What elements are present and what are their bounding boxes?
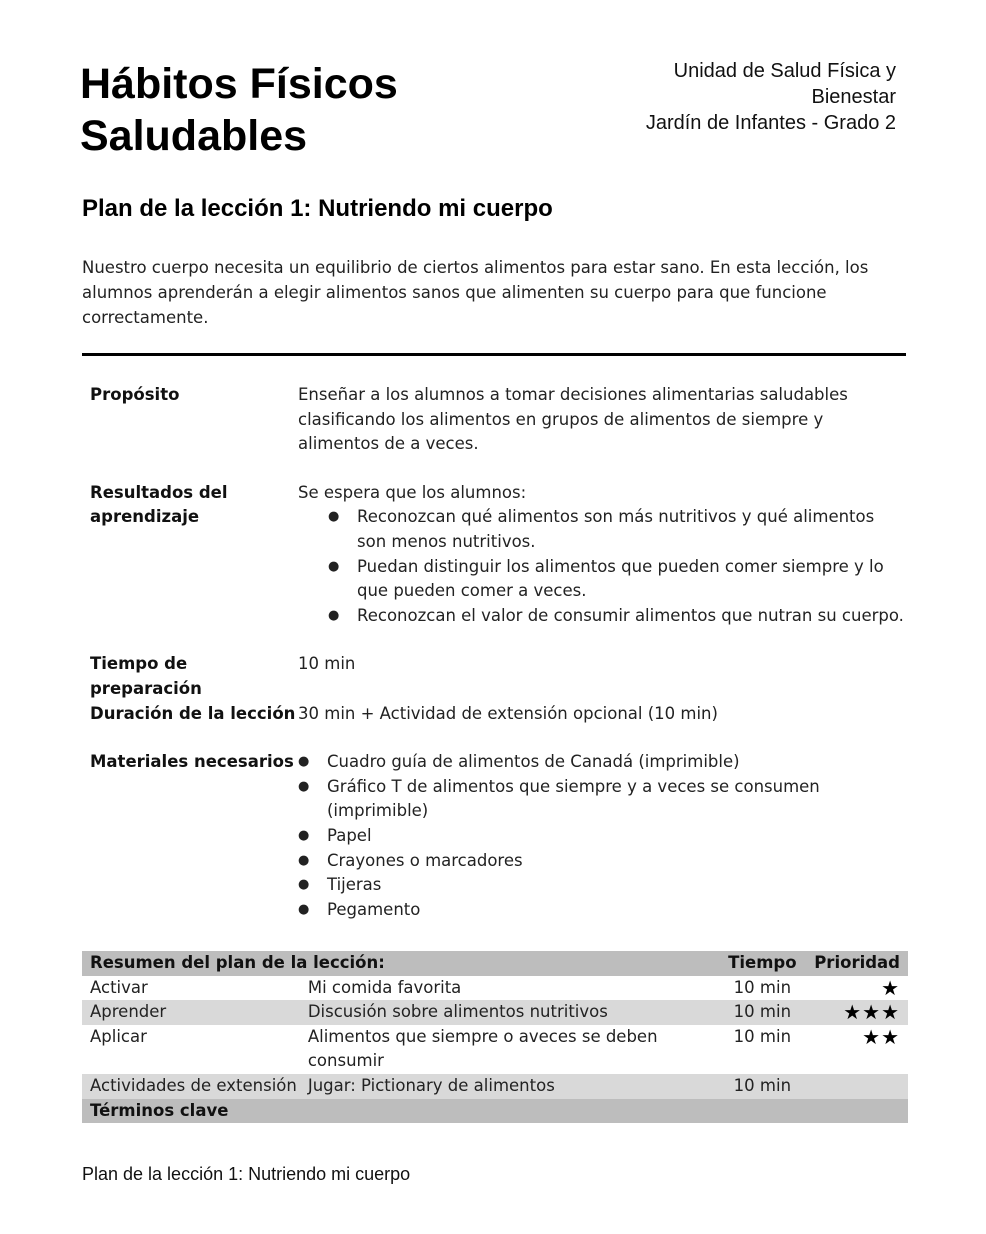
phase-cell: Actividades de extensión bbox=[90, 1075, 297, 1095]
page-title bbox=[80, 58, 398, 162]
material-item: ● Pegamento bbox=[298, 898, 905, 923]
table-row bbox=[82, 1000, 908, 1025]
material-item: ● Tijeras bbox=[298, 873, 905, 898]
unit-info bbox=[566, 58, 896, 136]
purpose-label: Propósito bbox=[90, 385, 180, 404]
phase-cell: Activar bbox=[90, 977, 148, 997]
title-line-2: Saludables bbox=[80, 112, 308, 160]
time-cell: 10 min bbox=[733, 1026, 792, 1046]
time-cell: 10 min bbox=[733, 977, 792, 997]
activity-cell: Discusión sobre alimentos nutritivos bbox=[307, 1002, 608, 1022]
grade-range: Jardín de Infantes - Grado 2 bbox=[645, 112, 896, 134]
prep-time-row bbox=[90, 652, 905, 701]
priority-stars: ★★ bbox=[862, 1024, 900, 1049]
prep-time-value: 10 min bbox=[298, 654, 356, 674]
outcome-item: ● Reconozcan qué alimentos son más nutritivos y qué alimentos son menos nutritivos. bbox=[298, 505, 905, 554]
phase-cell: Aplicar bbox=[90, 1026, 147, 1046]
purpose-text: Enseñar a los alumnos a tomar decisiones alimentarias saludables clasificando los alimentos en grupos de alimentos de siempre y alimentos de a veces. bbox=[298, 385, 848, 454]
materials-list bbox=[298, 750, 905, 922]
section-divider bbox=[82, 353, 906, 356]
prep-time-label: Tiempo de preparación bbox=[90, 654, 202, 698]
page-footer: Plan de la lección 1: Nutriendo mi cuerpo bbox=[82, 1164, 411, 1184]
lesson-title: Plan de la lección 1: Nutriendo mi cuerpo bbox=[82, 195, 553, 222]
outcomes-intro: Se espera que los alumnos: bbox=[298, 482, 527, 502]
duration-row bbox=[90, 702, 905, 727]
summary-header-row bbox=[82, 951, 908, 976]
unit-line-1: Unidad de Salud Física y bbox=[673, 60, 896, 82]
key-terms-row bbox=[82, 1099, 908, 1124]
priority-stars bbox=[805, 1074, 908, 1099]
table-row bbox=[82, 1025, 908, 1074]
material-item: ● Crayones o marcadores bbox=[298, 849, 905, 874]
priority-stars: ★ bbox=[881, 975, 900, 1000]
time-cell: 10 min bbox=[733, 1075, 792, 1095]
time-cell: 10 min bbox=[733, 1002, 792, 1022]
title-line-1: Hábitos Físicos bbox=[80, 60, 398, 108]
material-item: ● Papel bbox=[298, 824, 905, 849]
purpose-row bbox=[90, 383, 905, 457]
lesson-intro: Nuestro cuerpo necesita un equilibrio de ciertos alimentos para estar sano. En esta lección, los alumnos aprenderán a elegir alimentos sanos que alimenten su cuerpo para que funcione correctamente. bbox=[82, 258, 869, 327]
outcomes-list bbox=[298, 505, 905, 628]
lesson-info bbox=[90, 383, 905, 922]
duration-label: Duración de la lección bbox=[90, 703, 296, 723]
priority-stars: ★★★ bbox=[843, 1000, 900, 1025]
material-item: ● Gráfico T de alimentos que siempre y a veces se consumen (imprimible) bbox=[298, 775, 905, 824]
lesson-summary-table bbox=[82, 951, 908, 1123]
time-column-header: Tiempo bbox=[728, 953, 797, 972]
activity-cell: Jugar: Pictionary de alimentos bbox=[307, 1075, 555, 1095]
materials-row bbox=[90, 750, 905, 922]
material-item: ● Cuadro guía de alimentos de Canadá (imprimible) bbox=[298, 750, 905, 775]
table-row bbox=[82, 976, 908, 1001]
priority-column-header: Prioridad bbox=[814, 953, 900, 972]
table-row bbox=[82, 1074, 908, 1099]
unit-line-2: Bienestar bbox=[811, 86, 896, 108]
key-terms-label: Términos clave bbox=[90, 1100, 229, 1120]
materials-label: Materiales necesarios bbox=[90, 752, 294, 772]
activity-cell: Alimentos que siempre o aveces se deben consumir bbox=[307, 1026, 658, 1071]
outcome-item: ● Puedan distinguir los alimentos que pueden comer siempre y lo que pueden comer a veces. bbox=[298, 555, 905, 604]
duration-value: 30 min + Actividad de extensión opcional (10 min) bbox=[298, 703, 718, 723]
phase-cell: Aprender bbox=[90, 1002, 167, 1022]
outcome-item: ● Reconozcan el valor de consumir alimentos que nutran su cuerpo. bbox=[298, 604, 905, 629]
materials-block bbox=[298, 750, 905, 922]
outcomes-row bbox=[90, 481, 905, 629]
activity-cell: Mi comida favorita bbox=[307, 977, 462, 997]
summary-title: Resumen del plan de la lección: bbox=[90, 953, 385, 972]
outcomes-label: Resultados del aprendizaje bbox=[90, 482, 228, 527]
outcomes-block bbox=[298, 481, 905, 629]
